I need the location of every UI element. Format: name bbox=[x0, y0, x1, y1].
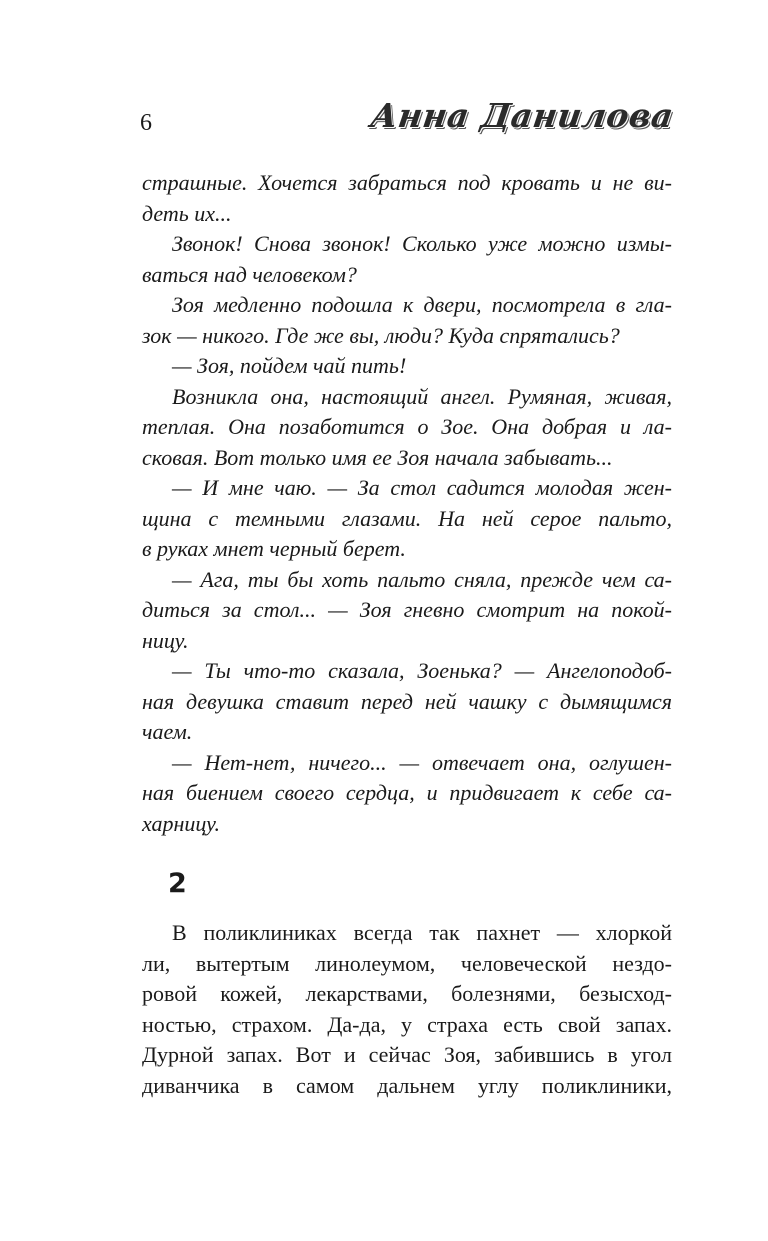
text-line: теплая. Она позаботится о Зое. Она добрая и ла- bbox=[142, 414, 672, 439]
text-line: зок — никого. Где же вы, люди? Куда спрятались? bbox=[142, 322, 620, 348]
text-line: диванчика в самом дальнем углу поликлиники, bbox=[142, 1072, 672, 1098]
text-line: ваться над человеком? bbox=[142, 261, 357, 287]
text-line: В поликлиниках всегда так пахнет — хлоркой bbox=[172, 920, 672, 945]
text-line: — Нет-нет, ничего... — отвечает она, оглушен- bbox=[172, 749, 672, 775]
text-line: харницу. bbox=[142, 810, 220, 836]
text-line: чаем. bbox=[142, 719, 193, 744]
text-line: — Зоя, пойдем чай пить! bbox=[172, 353, 407, 378]
text-line: страшные. Хочется забраться под кровать и не ви- bbox=[142, 170, 672, 195]
page-number: 6 bbox=[140, 110, 152, 136]
text-line: ровой кожей, лекарствами, болезнями, безысход- bbox=[142, 981, 672, 1006]
text-line: ницу. bbox=[142, 627, 189, 653]
running-head-author: Анна Данилова bbox=[367, 96, 676, 135]
text-line: Дурной запах. Вот и сейчас Зоя, забившись в угол bbox=[142, 1042, 672, 1067]
text-line: ная девушка ставит перед ней чашку с дымящимся bbox=[142, 688, 672, 714]
text-line: ностью, страхом. Да-да, у страха есть свой запах. bbox=[142, 1011, 672, 1037]
text-line: Зоя медленно подошла к двери, посмотрела в гла- bbox=[172, 292, 672, 317]
chapter-text-block bbox=[142, 918, 672, 1101]
text-line: Возникла она, настоящий ангел. Румяная, живая, bbox=[172, 383, 672, 409]
text-line: — Ага, ты бы хоть пальто сняла, прежде чем са- bbox=[172, 566, 672, 592]
text-line: ли, вытертым линолеумом, человеческой нездо- bbox=[142, 950, 672, 976]
text-line: диться за стол... — Зоя гневно смотрит на покой- bbox=[142, 597, 672, 622]
italic-text-block bbox=[142, 168, 672, 839]
text-line: — И мне чаю. — За стол садится молодая жен- bbox=[172, 475, 672, 500]
text-line: — Ты что-то сказала, Зоенька? — Ангелоподоб- bbox=[172, 658, 672, 683]
text-line: Звонок! Снова звонок! Сколько уже можно измы- bbox=[172, 231, 672, 256]
text-line: деть их... bbox=[142, 200, 232, 226]
text-line: в руках мнет черный берет. bbox=[142, 536, 406, 561]
text-line: щина с темными глазами. На ней серое пальто, bbox=[142, 505, 672, 531]
chapter-number: 2 bbox=[168, 868, 187, 899]
text-line: сковая. Вот только имя ее Зоя начала забывать... bbox=[142, 444, 613, 470]
text-line: ная биением своего сердца, и придвигает к себе са- bbox=[142, 780, 672, 805]
